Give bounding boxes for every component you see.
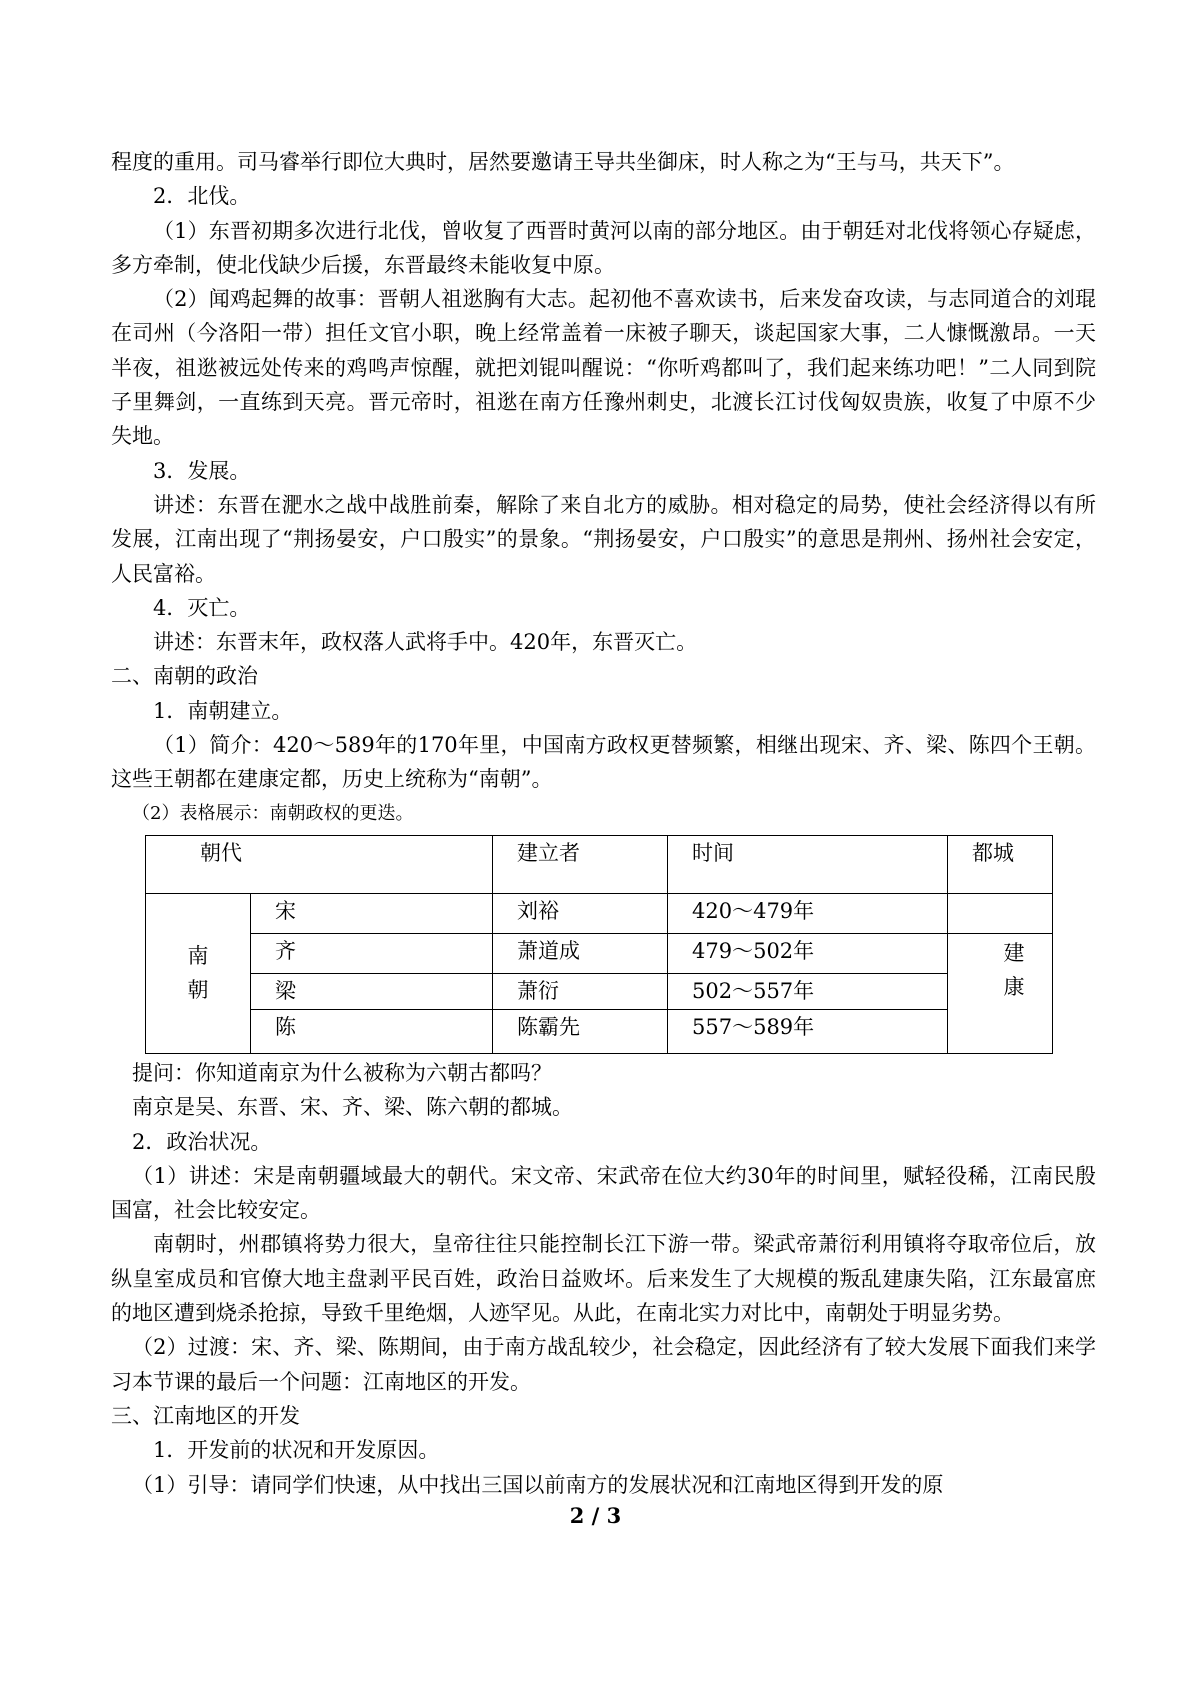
paragraph: 3．发展。	[153, 458, 251, 483]
capital-char: 康	[1003, 974, 1025, 999]
table-row	[146, 973, 1053, 1009]
period-cell: 557～589年	[668, 1009, 948, 1053]
paragraph: 三、江南地区的开发	[111, 1403, 300, 1428]
southern-dynasties-table	[145, 835, 1053, 1054]
group-label-cell	[146, 893, 251, 1053]
paragraphs-top	[111, 145, 1096, 797]
paragraph: 南京是吴、东晋、宋、齐、梁、陈六朝的都城。	[132, 1095, 573, 1120]
group-label-char: 南	[187, 944, 209, 969]
founder-cell: 萧道成	[493, 933, 668, 973]
capital-cell-empty	[948, 893, 1053, 933]
dynasty-cell: 宋	[251, 893, 493, 933]
dynasty-cell: 齐	[251, 933, 493, 973]
header-dynasty: 朝代	[146, 835, 493, 893]
paragraph: 2．政治状况。	[132, 1129, 272, 1154]
paragraph: 南朝时，州郡镇将势力很大，皇帝往往只能控制长江下游一带。梁武帝萧衍利用镇将夺取帝位后，放纵皇室成员和官僚大地主盘剥平民百姓，政治日益败坏。后来发生了大规模的叛乱建康失陷，江东最富庶的地区遭到烧杀抢掠，导致千里绝烟，人迹罕见。从此，在南北实力对比中，南朝处于明显劣势。	[111, 1232, 1096, 1326]
paragraph: 1．南朝建立。	[153, 698, 293, 723]
paragraph: 4．灭亡。	[153, 595, 251, 620]
document-body	[111, 145, 1096, 1502]
header-capital: 都城	[948, 835, 1053, 893]
founder-cell: 刘裕	[493, 893, 668, 933]
founder-cell: 陈霸先	[493, 1009, 668, 1053]
paragraph: （2）过渡：宋、齐、梁、陈期间，由于南方战乱较少，社会稳定，因此经济有了较大发展下面我们来学习本节课的最后一个问题：江南地区的开发。	[111, 1335, 1096, 1394]
paragraph: （1）引导：请同学们快速，从中找出三国以前南方的发展状况和江南地区得到开发的原	[132, 1472, 944, 1497]
paragraph: 2．北伐。	[153, 184, 251, 209]
paragraphs-bottom	[111, 1056, 1096, 1502]
period-cell: 479～502年	[668, 933, 948, 973]
table-row	[146, 1009, 1053, 1053]
dynasty-cell: 陈	[251, 1009, 493, 1053]
table-row	[146, 893, 1053, 933]
paragraph: （1）东晋初期多次进行北伐，曾收复了西晋时黄河以南的部分地区。由于朝廷对北伐将领心存疑虑，多方牵制，使北伐缺少后援，东晋最终未能收复中原。	[111, 218, 1096, 277]
paragraph: 提问：你知道南京为什么被称为六朝古都吗？	[132, 1060, 552, 1085]
paragraph: 程度的重用。司马睿举行即位大典时，居然要邀请王导共坐御床，时人称之为“王与马，共天下”。	[111, 150, 1015, 174]
paragraph: （2）闻鸡起舞的故事：晋朝人祖逖胸有大志。起初他不喜欢读书，后来发奋攻读，与志同道合的刘琨在司州（今洛阳一带）担任文官小职，晚上经常盖着一床被子聊天，谈起国家大事，二人慷慨激昂。一天半夜，祖逖被远处传来的鸡鸣声惊醒，就把刘锟叫醒说：“你听鸡都叫了，我们起来练功吧！”二人同到院子里舞剑，一直练到天亮。晋元帝时，祖逖在南方任豫州刺史，北渡长江讨伐匈奴贵族，收复了中原不少失地。	[111, 287, 1096, 449]
group-label-char: 朝	[187, 978, 209, 1003]
paragraph: 二、南朝的政治	[111, 664, 258, 689]
table-header-row	[146, 835, 1053, 893]
paragraph: 讲述：东晋末年，政权落人武将手中。420年，东晋灭亡。	[153, 630, 698, 655]
paragraph: （1）讲述：宋是南朝疆域最大的朝代。宋文帝、宋武帝在位大约30年的时间里，赋轻役稀，江南民殷国富，社会比较安定。	[111, 1163, 1096, 1223]
capital-cell	[948, 933, 1053, 1053]
dynasty-cell: 梁	[251, 973, 493, 1009]
header-period: 时间	[668, 835, 948, 893]
table-caption: （2）表格展示：南朝政权的更迭。	[132, 802, 414, 824]
period-cell: 502～557年	[668, 973, 948, 1009]
capital-char: 建	[1003, 940, 1025, 965]
founder-cell: 萧衍	[493, 973, 668, 1009]
table-row	[146, 933, 1053, 973]
paragraph: 1．开发前的状况和开发原因。	[153, 1438, 440, 1463]
paragraph: （1）简介：420～589年的170年里，中国南方政权更替频繁，相继出现宋、齐、梁、陈四个王朝。这些王朝都在建康定都，历史上统称为“南朝”。	[111, 733, 1096, 792]
page-number: 2 / 3	[569, 1503, 622, 1528]
paragraph: 讲述：东晋在淝水之战中战胜前秦，解除了来自北方的威胁。相对稳定的局势，使社会经济得以有所发展，江南出现了“荆扬晏安，户口殷实”的景象。“荆扬晏安，户口殷实”的意思是荆州、扬州社会安定，人民富裕。	[111, 492, 1096, 586]
period-cell: 420～479年	[668, 893, 948, 933]
header-founder: 建立者	[493, 835, 668, 893]
